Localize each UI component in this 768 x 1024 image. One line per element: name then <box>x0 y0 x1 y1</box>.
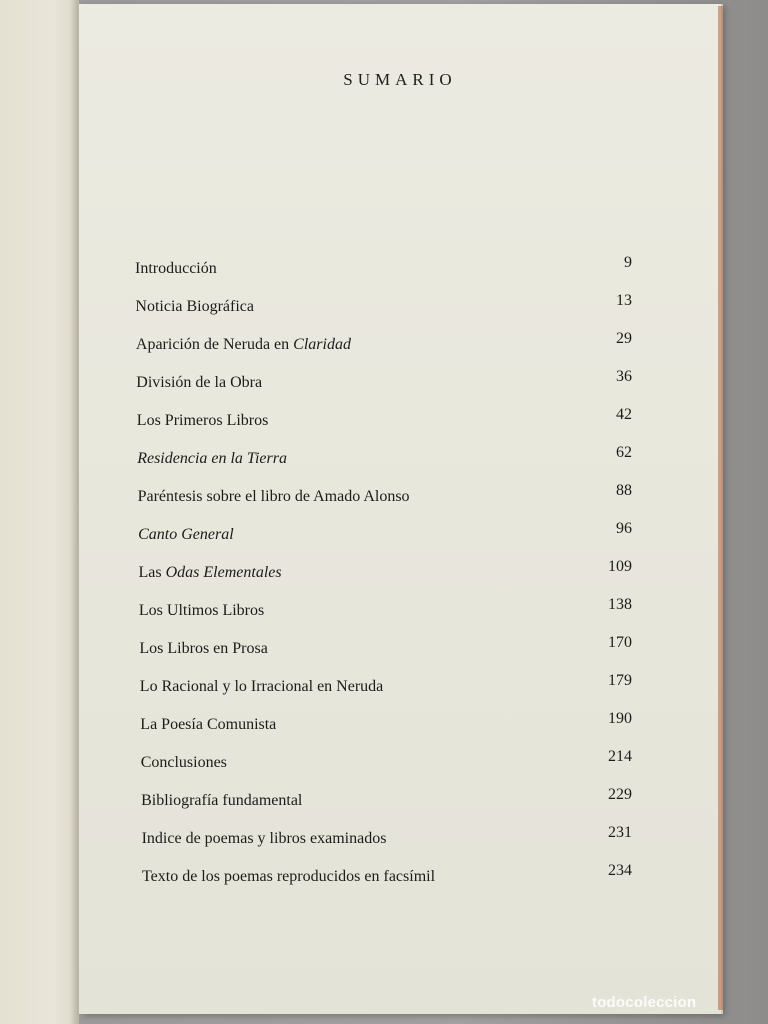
toc-entry-page-number: 138 <box>607 596 632 613</box>
toc-entry <box>138 520 633 548</box>
toc-entry-page-number: 170 <box>608 634 633 651</box>
toc-entry-title-text: División de la Obra <box>136 374 263 391</box>
toc-entry <box>141 786 632 814</box>
toc-entry-page-number: 36 <box>615 368 632 385</box>
page-edge <box>718 6 723 1010</box>
toc-entry-title <box>141 754 227 772</box>
toc-entry <box>137 444 632 472</box>
toc-entry-page-number: 179 <box>607 672 632 689</box>
toc-entry-page-number: 88 <box>615 482 632 499</box>
toc-entry-title <box>137 412 269 430</box>
toc-entry-title-text: La Poesía Comunista <box>140 716 277 733</box>
toc-entry-title-text: Texto de los poemas reproducidos en facsímil <box>142 868 436 885</box>
toc-entry-title <box>140 678 383 696</box>
toc-entry-title-text: Bibliografía fundamental <box>141 792 303 809</box>
left-facing-page <box>0 0 79 1024</box>
toc-entry <box>140 748 632 776</box>
toc-entry-title-italic: Odas Elementales <box>165 564 282 581</box>
toc-entry-page-number: 62 <box>616 444 632 461</box>
toc-entry <box>138 596 632 624</box>
toc-entry-title <box>139 640 267 658</box>
toc-entry <box>135 292 632 320</box>
toc-entry-title-text: Lo Racional y lo Irracional en Neruda <box>139 678 384 695</box>
toc-entry <box>139 634 633 662</box>
toc-entry-title <box>139 602 264 620</box>
toc-entry-page-number: 29 <box>616 330 633 347</box>
toc-entry <box>137 482 632 510</box>
toc-entry-title <box>137 450 287 468</box>
toc-entry-title-text: Los Primeros Libros <box>136 412 269 429</box>
toc-entry-title <box>142 868 435 886</box>
toc-entry-title-text: Noticia Biográfica <box>135 298 255 315</box>
toc-entry <box>141 824 633 852</box>
toc-entry <box>136 406 633 434</box>
toc-entry-title <box>136 374 262 392</box>
toc-entry-title-text: Conclusiones <box>140 754 227 771</box>
toc-entry-title <box>135 298 254 316</box>
toc-entry-title-text: Las <box>138 564 166 581</box>
toc-entry <box>142 862 632 890</box>
watermark-logo: todocoleccion <box>592 994 697 1011</box>
toc-entry <box>138 558 633 586</box>
toc-entry <box>136 368 632 396</box>
toc-entry-page-number: 109 <box>608 558 632 575</box>
toc-entry-page-number: 9 <box>624 254 632 271</box>
page-title: SUMARIO <box>343 70 457 89</box>
toc-entry-title-text: Los Ultimos Libros <box>138 602 265 619</box>
toc-entry-title-text: Paréntesis sobre el libro de Amado Alonso <box>137 488 410 505</box>
toc-entry-page-number: 96 <box>616 520 633 537</box>
toc-entry-page-number: 13 <box>615 292 632 309</box>
toc-entry-title <box>138 526 234 544</box>
toc-entry-page-number: 234 <box>608 862 632 879</box>
toc-entry <box>135 254 632 282</box>
toc-entry-title-text: Los Libros en Prosa <box>139 640 268 657</box>
book-page <box>79 4 721 1014</box>
toc-entry <box>140 710 633 738</box>
toc-entry-title-text: Aparición de Neruda en <box>135 336 294 353</box>
toc-entry-page-number: 190 <box>608 710 633 727</box>
toc-entry-page-number: 229 <box>607 786 632 803</box>
toc-entry-title-italic: Canto General <box>138 526 234 543</box>
toc-entry-title <box>138 488 410 506</box>
toc-entry-title-text: Indice de poemas y libros examinados <box>141 830 387 847</box>
toc-entry-title <box>142 830 387 848</box>
toc-entry <box>139 672 632 700</box>
toc-entry-title-italic: Residencia en la Tierra <box>137 450 287 467</box>
toc-entry-title-italic: Claridad <box>293 336 351 353</box>
toc-entry-title <box>141 792 302 810</box>
toc-entry <box>135 330 633 358</box>
toc-entry-page-number: 214 <box>608 748 632 765</box>
toc-entry-title <box>136 336 351 354</box>
toc-entry-title <box>135 260 217 278</box>
toc-entry-title <box>139 564 282 582</box>
toc-entry-title <box>140 716 276 734</box>
toc-entry-page-number: 231 <box>608 824 633 841</box>
toc-entry-page-number: 42 <box>616 406 633 423</box>
toc-entry-title-text: Introducción <box>135 260 217 277</box>
table-of-contents <box>79 4 721 1014</box>
page-gutter-shadow <box>70 0 78 1024</box>
